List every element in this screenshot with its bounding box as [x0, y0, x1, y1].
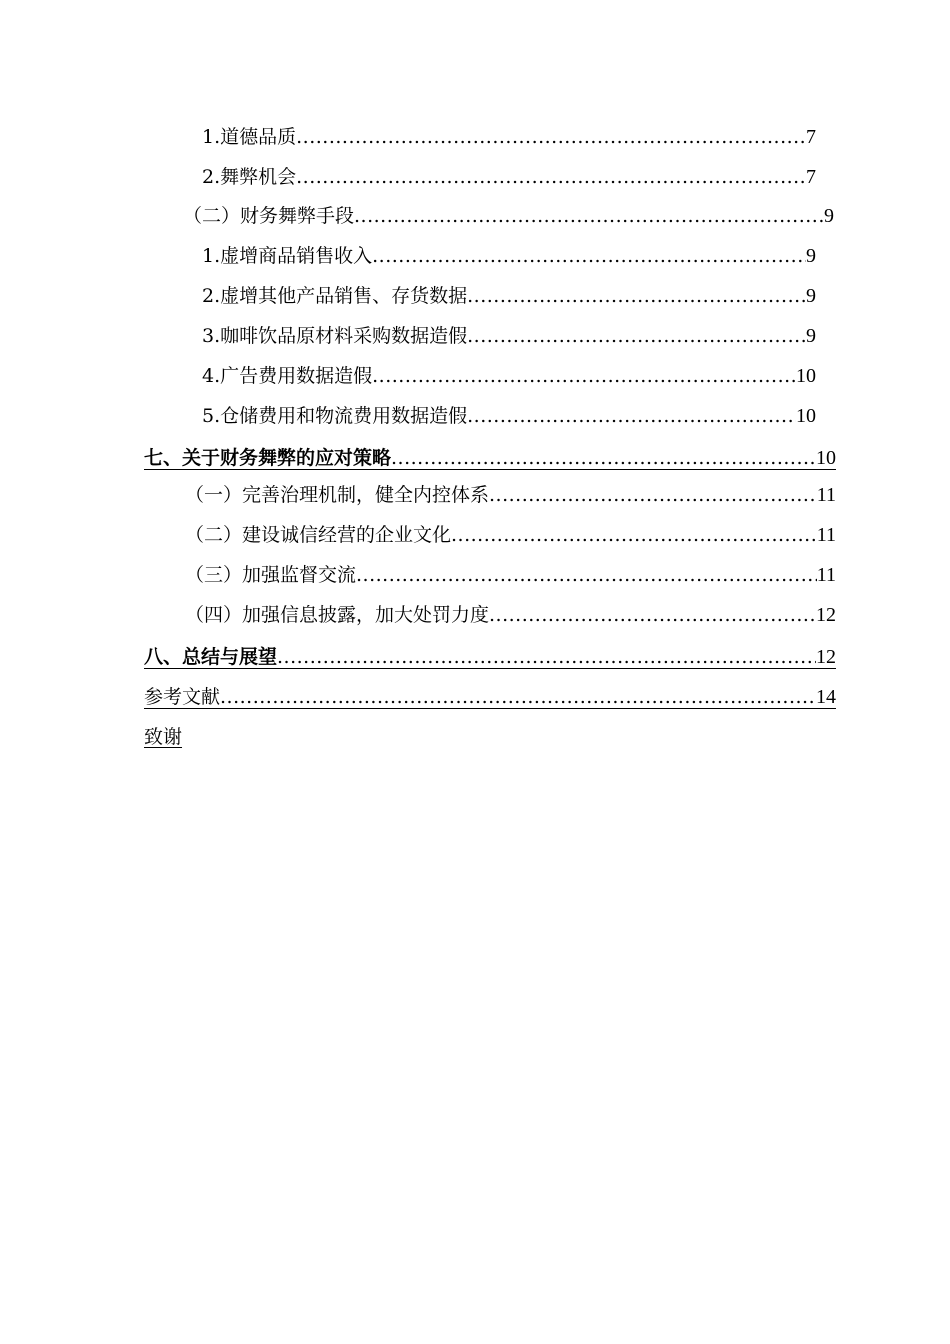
entry-title: （二）建设诚信经营的企业文化 — [185, 524, 452, 546]
dot-leader — [220, 679, 816, 715]
entry-title: 2.虚增其他产品销售、存货数据 — [202, 285, 468, 307]
entry-page: 9 — [806, 285, 816, 307]
dot-leader — [296, 117, 806, 157]
entry-page: 14 — [816, 686, 836, 708]
entry-title: 八、总结与展望 — [144, 646, 278, 668]
dot-leader — [356, 555, 817, 595]
dot-leader — [489, 595, 816, 635]
toc-entry[interactable] — [183, 196, 834, 236]
toc-references-link[interactable] — [144, 679, 836, 709]
toc-entry[interactable] — [202, 157, 816, 197]
dot-leader — [277, 639, 816, 675]
dot-leader — [489, 475, 817, 515]
toc-chapter-link[interactable] — [144, 440, 836, 470]
entry-page: 11 — [816, 564, 836, 586]
entry-title: （二）财务舞弊手段 — [183, 205, 355, 227]
entry-title: 1.道德品质 — [202, 126, 297, 148]
entry-page: 9 — [806, 245, 816, 267]
toc-chapter-link[interactable] — [144, 639, 836, 669]
entry-title: （一）完善治理机制，健全内控体系 — [185, 484, 490, 506]
toc-entry[interactable] — [202, 236, 816, 276]
entry-title: 5.仓储费用和物流费用数据造假 — [202, 405, 468, 427]
entry-title: 1.虚增商品销售收入 — [202, 245, 373, 267]
entry-title: 七、关于财务舞弊的应对策略 — [144, 447, 392, 469]
toc-entry[interactable] — [202, 276, 816, 316]
entry-title: 致谢 — [144, 726, 183, 748]
dot-leader — [391, 440, 816, 476]
entry-page: 10 — [816, 447, 836, 469]
entry-page: 10 — [796, 405, 816, 427]
dot-leader — [372, 356, 796, 396]
entry-title: 2.舞弊机会 — [202, 166, 297, 188]
entry-page: 12 — [816, 646, 836, 668]
dot-leader — [467, 396, 796, 436]
dot-leader — [467, 316, 806, 356]
entry-title: （四）加强信息披露，加大处罚力度 — [185, 604, 490, 626]
toc-acknowledgement-link[interactable] — [144, 717, 182, 757]
entry-page: 11 — [816, 524, 836, 546]
dot-leader — [372, 236, 806, 276]
entry-title: 3.咖啡饮品原材料采购数据造假 — [202, 325, 468, 347]
toc-entry[interactable] — [202, 316, 816, 356]
entry-page: 9 — [806, 325, 816, 347]
toc-entry[interactable] — [202, 356, 816, 396]
entry-page: 7 — [806, 126, 816, 148]
dot-leader — [467, 276, 806, 316]
entry-title: 4.广告费用数据造假 — [202, 365, 373, 387]
entry-title: 参考文献 — [144, 686, 221, 708]
toc-entry[interactable] — [185, 475, 836, 515]
toc-entry[interactable] — [202, 396, 816, 436]
toc-entry[interactable] — [185, 555, 836, 595]
toc-entry[interactable] — [202, 117, 816, 157]
entry-page: 7 — [806, 166, 816, 188]
entry-page: 11 — [816, 484, 836, 506]
entry-page: 10 — [796, 365, 816, 387]
entry-page: 9 — [824, 205, 834, 227]
toc-entry[interactable] — [185, 515, 836, 555]
entry-page: 12 — [816, 604, 836, 626]
dot-leader — [296, 157, 806, 197]
toc-entry[interactable] — [185, 595, 836, 635]
entry-title: （三）加强监督交流 — [185, 564, 357, 586]
dot-leader — [451, 515, 817, 555]
dot-leader — [354, 196, 824, 236]
